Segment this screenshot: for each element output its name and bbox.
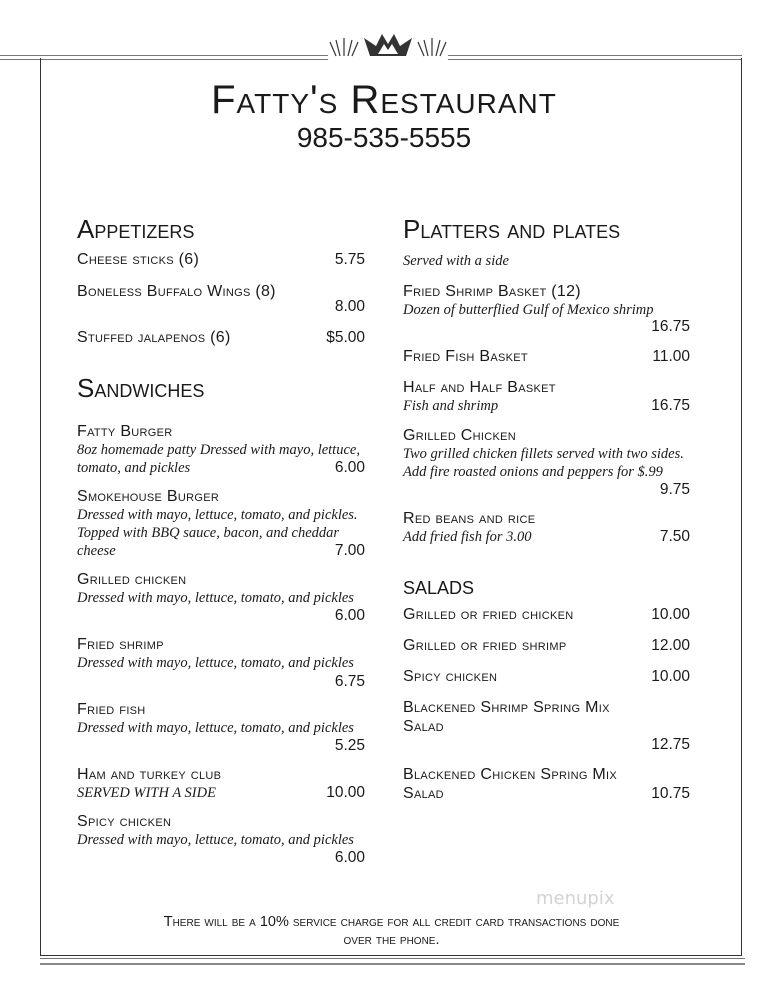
menu-item-price: 16.75 [651,318,690,335]
menu-item-price: $5.00 [326,329,365,346]
menu-item-name: Half and Half Basket [403,379,556,396]
menu-item-description: Add fire roasted onions and peppers for $.99 [403,464,663,480]
menu-item-name: Fried shrimp [77,636,164,653]
menu-item-name: Grilled Chicken [403,427,517,444]
menu-item-price: 6.00 [334,607,365,624]
menu-item-name: Blackened Shrimp Spring Mix [403,699,610,716]
menu-item-description: Dressed with mayo, lettuce, tomato, and pickles [77,655,354,671]
menu-item-price: 11.00 [652,348,690,365]
menu-item-name: Grilled or fried chicken [403,606,574,623]
menu-item-description: Dozen of butterflied Gulf of Mexico shrimp [403,302,654,318]
menu-item-name: Boneless Buffalo Wings (8) [77,283,276,300]
menu-item-name: Fatty Burger [77,423,173,440]
menu-item-name: Fried fish [77,701,146,718]
menu-item-name: Fried Shrimp Basket (12) [403,283,581,300]
menu-item-price: 8.00 [334,298,365,315]
watermark: menupix [536,888,615,909]
menu-item-price: 9.75 [659,481,690,498]
menu-item-description: SERVED WITH A SIDE [77,785,216,801]
menu-item-description: Dressed with mayo, lettuce, tomato, and pickles [77,590,354,606]
menu-item-name: Grilled or fried shrimp [403,637,567,654]
phone-number: 985-535-5555 [296,122,472,153]
menu-item-price: 7.00 [334,542,365,559]
service-charge-note [0,913,768,949]
menu-item-name-cont: Salad [403,718,444,735]
menu-item-price: 6.00 [334,849,365,866]
menu-item-name: Grilled chicken [77,571,187,588]
menu-item-description: Dressed with mayo, lettuce, tomato, and pickles [77,832,354,848]
section-heading-appetizers: Appetizers [77,214,195,244]
menu-item-price: 7.50 [659,528,690,545]
menu-item-name: Cheese sticks (6) [77,251,200,268]
menu-item-price: 10.00 [326,784,365,801]
menu-item-price: 12.00 [651,637,690,654]
restaurant-name: Fatty's Restaurant [211,78,557,122]
menu-item-price: 5.25 [334,737,365,754]
platters-subtitle: Served with a side [403,253,509,269]
menu-item-description: cheese [77,543,116,559]
menu-item-description: Fish and shrimp [403,398,499,414]
menu-item-name: Spicy chicken [77,813,172,830]
leaf-ornament-icon [328,32,448,60]
menu-item-description: Dressed with mayo, lettuce, tomato, and pickles [77,720,354,736]
menu-item-description: Dressed with mayo, lettuce, tomato, and pickles. [77,507,358,523]
menu-item-description: Topped with BBQ sauce, bacon, and cheddar [77,525,340,541]
section-heading-sandwiches: Sandwiches [77,373,205,403]
menu-item-price: 16.75 [651,397,690,414]
menu-item-description: tomato, and pickles [77,460,191,476]
menu-item-name: Stuffed jalapenos (6) [77,329,231,346]
menu-item-name: Ham and turkey club [77,766,222,783]
menu-item-name-cont: Salad [403,785,444,802]
menu-item-name: Fried Fish Basket [403,348,528,365]
bottom-rule [40,958,745,965]
menu-item-price: 10.75 [651,785,690,802]
note-line-2: over the phone. [343,932,440,948]
menu-item-name: Red beans and rice [403,510,536,527]
menu-item-price: 6.75 [334,673,365,690]
menu-item-description: Two grilled chicken fillets served with two sides. [403,446,684,462]
menu-item-price: 12.75 [651,736,690,753]
menu-item-price: 10.00 [651,606,690,623]
menu-item-price: 10.00 [651,668,690,685]
menu-item-price: 6.00 [334,459,365,476]
menu-item-name: Blackened Chicken Spring Mix [403,766,618,783]
menu-item-price: 5.75 [334,251,365,268]
menu-item-name: Spicy chicken [403,668,498,685]
menu-item-description: Add fried fish for 3.00 [403,529,532,545]
menu-item-name: Smokehouse Burger [77,488,220,505]
note-line-1: There will be a 10% service charge for all credit card transactions done [163,914,620,930]
menu-item-description: 8oz homemade patty Dressed with mayo, lettuce, [77,442,360,458]
section-heading-salads: salads [403,570,475,600]
section-heading-platters: Platters and plates [403,214,621,244]
